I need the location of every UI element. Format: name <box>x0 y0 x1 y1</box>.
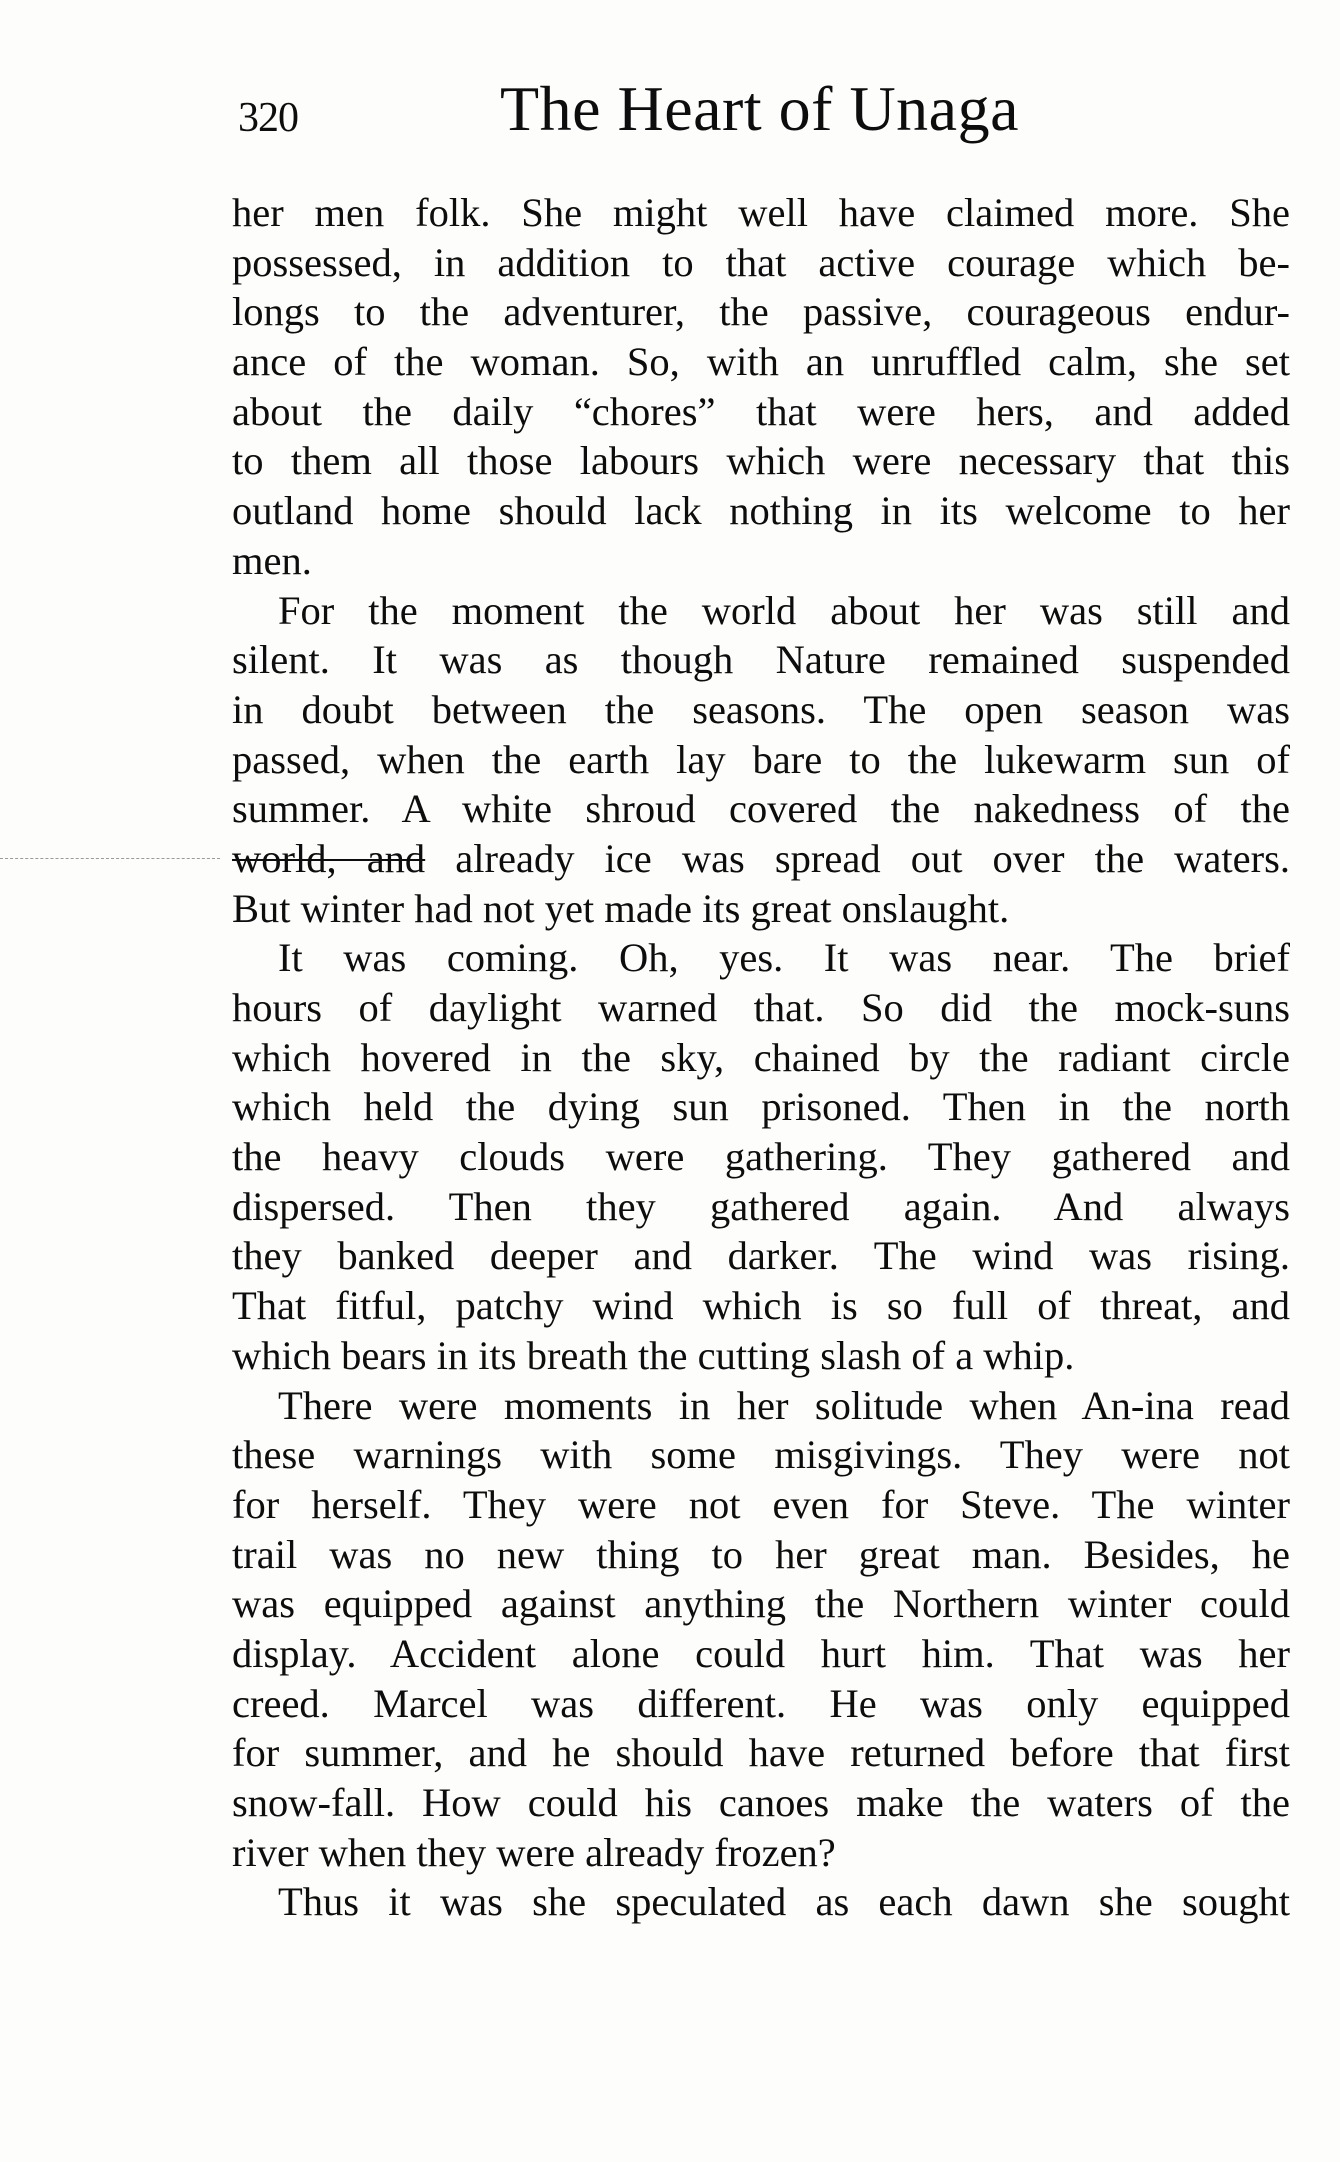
text-line: which held the dying sun prisoned. Then in the north <box>232 1084 1290 1130</box>
text-line: men. <box>232 537 312 583</box>
text-line: hours of daylight warned that. So did the mock-suns <box>232 985 1290 1030</box>
running-head <box>238 72 1288 162</box>
text-line: silent. It was as though Nature remained suspended <box>232 637 1290 683</box>
text-line: outland home should lack nothing in its welcome to her <box>232 488 1290 534</box>
text-line: ance of the woman. So, with an unruffled calm, she set <box>232 339 1290 385</box>
text-line: longs to the adventurer, the passive, courageous endur- <box>232 289 1290 335</box>
margin-mark <box>0 858 220 859</box>
text-line <box>232 834 1290 884</box>
text-line: creed. Marcel was different. He was only equipped <box>232 1680 1290 1726</box>
text-line: her men folk. She might well have claimed more. She <box>232 190 1290 235</box>
text-line: the heavy clouds were gathering. They gathered and <box>232 1134 1290 1180</box>
paragraph-first-line: Thus it was she speculated as each dawn she sought <box>278 1879 1290 1925</box>
text-line: about the daily “chores” that were hers, and added <box>232 388 1290 434</box>
text-line: for summer, and he should have returned before that first <box>232 1730 1290 1776</box>
text-line: trail was no new thing to her great man. Besides, he <box>232 1531 1290 1577</box>
text-line: river when they were already frozen? <box>232 1829 836 1875</box>
text-line: passed, when the earth lay bare to the lukewarm sun of <box>232 736 1290 782</box>
text-line: display. Accident alone could hurt him. That was her <box>232 1630 1290 1676</box>
text-line: snow-fall. How could his canoes make the waters of the <box>232 1780 1290 1825</box>
body-text <box>232 188 1290 1927</box>
text-line: which bears in its breath the cutting slash of a whip. <box>232 1332 1075 1378</box>
text-line: That fitful, patchy wind which is so full of threat, and <box>232 1283 1290 1329</box>
paragraph-first-line: It was coming. Oh, yes. It was near. The brief <box>278 935 1290 981</box>
page-number: 320 <box>238 95 298 141</box>
text-line: to them all those labours which were necessary that this <box>232 438 1290 484</box>
text-line: which hovered in the sky, chained by the radiant circle <box>232 1034 1290 1080</box>
text-line: possessed, in addition to that active courage which be- <box>232 239 1290 285</box>
text-line: in doubt between the seasons. The open season was <box>232 686 1290 732</box>
paragraph-first-line: For the moment the world about her was still and <box>278 587 1290 633</box>
text-fragment: already ice was spread out over the waters. <box>425 835 1290 881</box>
text-line: dispersed. Then they gathered again. And always <box>232 1183 1290 1229</box>
text-line: they banked deeper and darker. The wind was rising. <box>232 1233 1290 1279</box>
text-line: summer. A white shroud covered the nakedness of the <box>232 786 1290 832</box>
text-line: But winter had not yet made its great onslaught. <box>232 885 1010 931</box>
text-line: these warnings with some misgivings. They were not <box>232 1432 1290 1478</box>
struck-text: world, and <box>232 835 426 881</box>
paragraph-first-line: There were moments in her solitude when An-ina read <box>278 1382 1290 1428</box>
text-line: for herself. They were not even for Steve. The winter <box>232 1481 1290 1527</box>
text-line: was equipped against anything the Northern winter could <box>232 1581 1290 1627</box>
running-title: The Heart of Unaga <box>500 73 1019 144</box>
